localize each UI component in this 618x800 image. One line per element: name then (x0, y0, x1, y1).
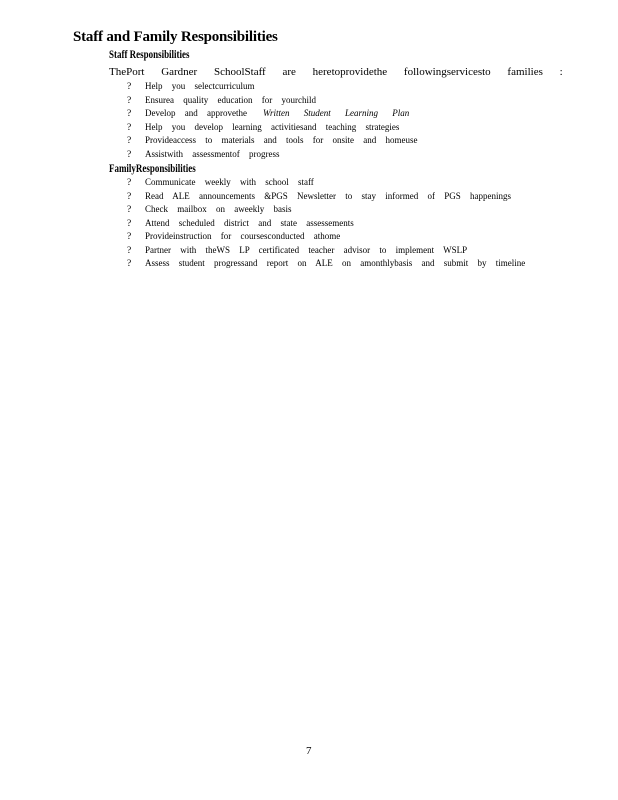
staff-responsibilities-list (127, 81, 417, 162)
page-title: Staff and Family Responsibilities (73, 29, 278, 45)
bullet-glyph: ? (127, 95, 132, 106)
bullet-glyph: ? (127, 232, 132, 242)
bullet-glyph: ? (127, 218, 132, 229)
list-item-text: Provideaccess to materials and tools for onsite and homeuse (145, 135, 418, 145)
list-item (127, 258, 525, 272)
bullet-glyph: ? (127, 136, 132, 146)
bullet-glyph: ? (127, 122, 132, 133)
bullet-glyph: ? (127, 191, 132, 202)
list-item (127, 218, 525, 232)
list-item-text: Help you develop learning activitiesand teaching strategies (145, 121, 400, 132)
bullet-glyph: ? (127, 178, 132, 188)
list-item-text: Develop and approvethe (145, 108, 247, 118)
bullet-glyph: ? (127, 149, 132, 160)
bullet-glyph: ? (127, 205, 132, 215)
list-item (127, 122, 417, 136)
list-item-text: Assess student progressand report on ALE on amonthlybasis and submit by timeline (145, 258, 526, 268)
list-item-text: Partner with theWS LP certificated teacher advisor to implement WSLP (145, 244, 468, 255)
list-item-text: Attend scheduled district and state assessements (145, 217, 354, 228)
list-item-text: Provideinstruction for coursesconducted athome (145, 231, 341, 241)
list-item-text: Read ALE announcements &PGS Newsletter to stay informed of PGS happenings (145, 190, 511, 201)
page-number: 7 (306, 745, 312, 757)
list-item (127, 95, 417, 109)
list-item-text: Check mailbox on aweekly basis (145, 204, 292, 214)
list-item (127, 231, 525, 245)
list-item-text: Communicate weekly with school staff (145, 177, 314, 187)
list-item (127, 177, 525, 191)
list-item-text: Help you selectcurriculum (145, 81, 255, 91)
bullet-glyph: ? (127, 245, 132, 256)
list-item (127, 149, 417, 163)
bullet-glyph: ? (127, 109, 132, 119)
staff-intro-paragraph: ThePort Gardner SchoolStaff are heretoprovidethe followingservicesto families : (109, 66, 563, 78)
bullet-glyph: ? (127, 82, 132, 92)
list-item (127, 191, 525, 205)
list-item-text: Assistwith assessmentof progress (145, 148, 280, 159)
family-responsibilities-heading: FamilyResponsibilities (109, 163, 196, 175)
staff-responsibilities-heading: Staff Responsibilities (109, 49, 190, 61)
bullet-glyph: ? (127, 259, 132, 269)
list-item (127, 108, 417, 122)
list-item-text: Ensurea quality education for yourchild (145, 94, 316, 105)
family-responsibilities-list (127, 177, 525, 272)
list-item (127, 204, 525, 218)
list-item (127, 245, 525, 259)
list-item (127, 135, 417, 149)
italic-plan-title: Written Student Learning Plan (262, 108, 410, 118)
list-item (127, 81, 417, 95)
